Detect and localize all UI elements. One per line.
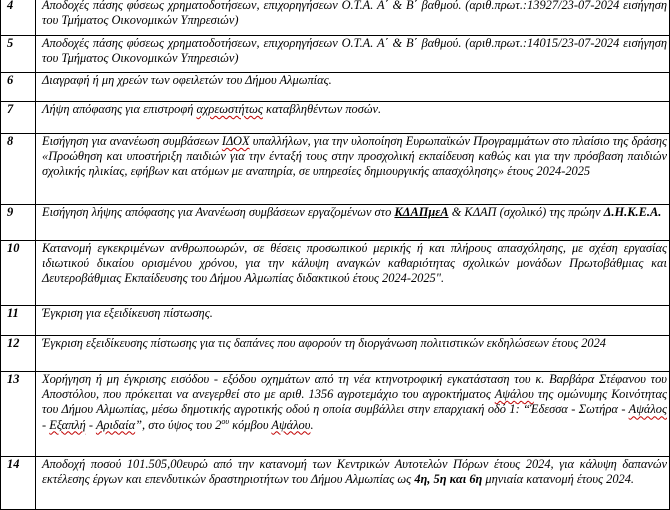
table-row <box>1 306 670 336</box>
item-text <box>36 205 670 241</box>
item-text: Αποδοχές πάσης φύσεως χρηματοδοτήσεων, επιχορηγήσεων Ο.Τ.Α. Α΄ & Β΄ βαθμού. (αριθ.πρωτ.:13927/23-07-2024 εισήγηση του Τμήματος Οικονομικών Υπηρεσιών) <box>36 0 670 36</box>
item-text <box>36 457 670 510</box>
table-row <box>1 73 670 102</box>
underlined-term: ΚΔΑΠμεΑ <box>394 205 449 219</box>
item-text: Κατανομή εγκεκριμένων ανθρωποωρών, σε θέσεις προσωπικού μερικής ή και πλήρους απασχόλησης, με σχέση εργασίας ιδιωτικού δικαίου ορισμένου χρόνου, για την κάλυψη αναγκών καθαριότητας σχολικών μονάδων Πρωτοβάθμιας και Δευτεροβάθμιας Εκπαίδευσης του Δήμου Αλμωπίας διδακτικού έτους 2024-2025". <box>36 241 670 306</box>
item-text: Διαγραφή ή μη χρεών των οφειλετών του Δήμου Αλμωπίας. <box>36 73 670 102</box>
superscript: ου <box>221 416 230 426</box>
item-text <box>36 134 670 205</box>
spellcheck-word: Αψάλου <box>271 417 311 432</box>
text-part: της ομώνυμης Κοινότητας του Δήμου Αλμωπίας, μέσω δημοτικής αγροτικής οδού η οποία συμβάλλει στην επαρχιακή οδό 1: “Έδεσσα - Σωτήρα - <box>42 387 667 417</box>
item-text <box>36 102 670 134</box>
item-number: 10 <box>1 241 36 306</box>
item-number: 5 <box>1 36 36 73</box>
table-row <box>1 241 670 306</box>
item-number: 11 <box>1 306 36 336</box>
text-part: Λήψη απόφασης για επιστροφή <box>42 102 197 116</box>
item-number: 6 <box>1 73 36 102</box>
text-part: Εισήγηση λήψης απόφασης για Ανανέωση συμβάσεων εργαζομένων στο <box>42 205 395 219</box>
spellcheck-word: αχρεωστήτως <box>196 102 263 116</box>
table-row <box>1 205 670 241</box>
item-number: 7 <box>1 102 36 134</box>
item-text <box>36 372 670 457</box>
table-row <box>1 336 670 372</box>
text-part: . <box>310 417 314 432</box>
spellcheck-word: ΙΔΟΧ <box>221 134 250 148</box>
text-part: Αποδοχή ποσού 101.505,00ευρώ από την κατανομή των Κεντρικών Αυτοτελών Πόρων έτους 2024, για κάλυψη δαπανών εκτέλεσης έργων και επενδυτικών δραστηριοτήτων του Δήμου Αλμωπίας ως <box>42 457 667 487</box>
item-number: 9 <box>1 205 36 241</box>
text-part: κόμβου <box>229 417 272 432</box>
item-number: 4 <box>1 0 36 36</box>
table-row <box>1 36 670 73</box>
table-row <box>1 372 670 457</box>
text-part: - <box>85 417 96 432</box>
item-number: 12 <box>1 336 36 372</box>
item-text: Έγκριση εξειδίκευσης πίστωσης για τις δαπάνες που αφορούν τη διοργάνωση πολιτιστικών εκδηλώσεων έτους 2024 <box>36 336 670 372</box>
text-part: Εισήγηση για ανανέωση συμβάσεων <box>42 134 222 148</box>
text-part: - <box>42 417 50 432</box>
bold-term: Δ.Η.Κ.Ε.Α. <box>603 205 662 219</box>
spellcheck-word: Αψάλος <box>628 402 667 417</box>
text-part: & ΚΔΑΠ (σχολικό) της πρώην <box>448 205 604 219</box>
spellcheck-word: Αψάλου <box>494 387 534 402</box>
table-row <box>1 102 670 134</box>
table-row <box>1 457 670 510</box>
item-number: 14 <box>1 457 36 510</box>
spellcheck-word: Εξαπλή <box>49 417 86 432</box>
item-number: 8 <box>1 134 36 205</box>
text-part: μηνιαία κατανομή έτους 2024. <box>482 472 635 487</box>
text-part: καταβληθέντων ποσών. <box>262 102 382 116</box>
table-row <box>1 134 670 205</box>
item-text: Έγκριση για εξειδίκευση πίστωσης. <box>36 306 670 336</box>
text-part: υπαλλήλων, για την υλοποίηση Ευρωπαϊκών Προγραμμάτων στο πλαίσιο της δράσης «Προώθηση και υποστήριξη παιδιών για την ένταξή τους στην προσχολική εκπαίδευση καθώς και για την πρόσβαση παιδιών σχολικής ηλικίας, εφήβων και ατόμων με αναπηρία, σε υπηρεσίες δημιουργικής απασχόλησης» έτους 2024-2025 <box>42 134 667 179</box>
spellcheck-word: Αριδαία <box>95 417 136 432</box>
text-part: ”, στο ύψος του 2 <box>135 417 222 432</box>
item-text: Αποδοχές πάσης φύσεως χρηματοδοτήσεων, επιχορηγήσεων Ο.Τ.Α. Α΄ & Β΄ βαθμού. (αριθ.πρωτ.:14015/23-07-2024 εισήγηση του Τμήματος Οικονομικών Υπηρεσιών) <box>36 36 670 73</box>
table-row <box>1 0 670 36</box>
item-number: 13 <box>1 372 36 457</box>
text-part: Χορήγηση ή μη έγκρισης εισόδου - εξόδου οχημάτων από τη νέα κτηνοτροφική εγκατάσταση του κ. Βαρβάρα Στέφανου του Αποστόλου, που πρόκειται να ανεγερθεί στο με αριθ. 1356 αγροτεμάχιο του αγροκτήματος <box>42 372 667 402</box>
bold-term: 4η, 5η και 6η <box>414 472 483 487</box>
